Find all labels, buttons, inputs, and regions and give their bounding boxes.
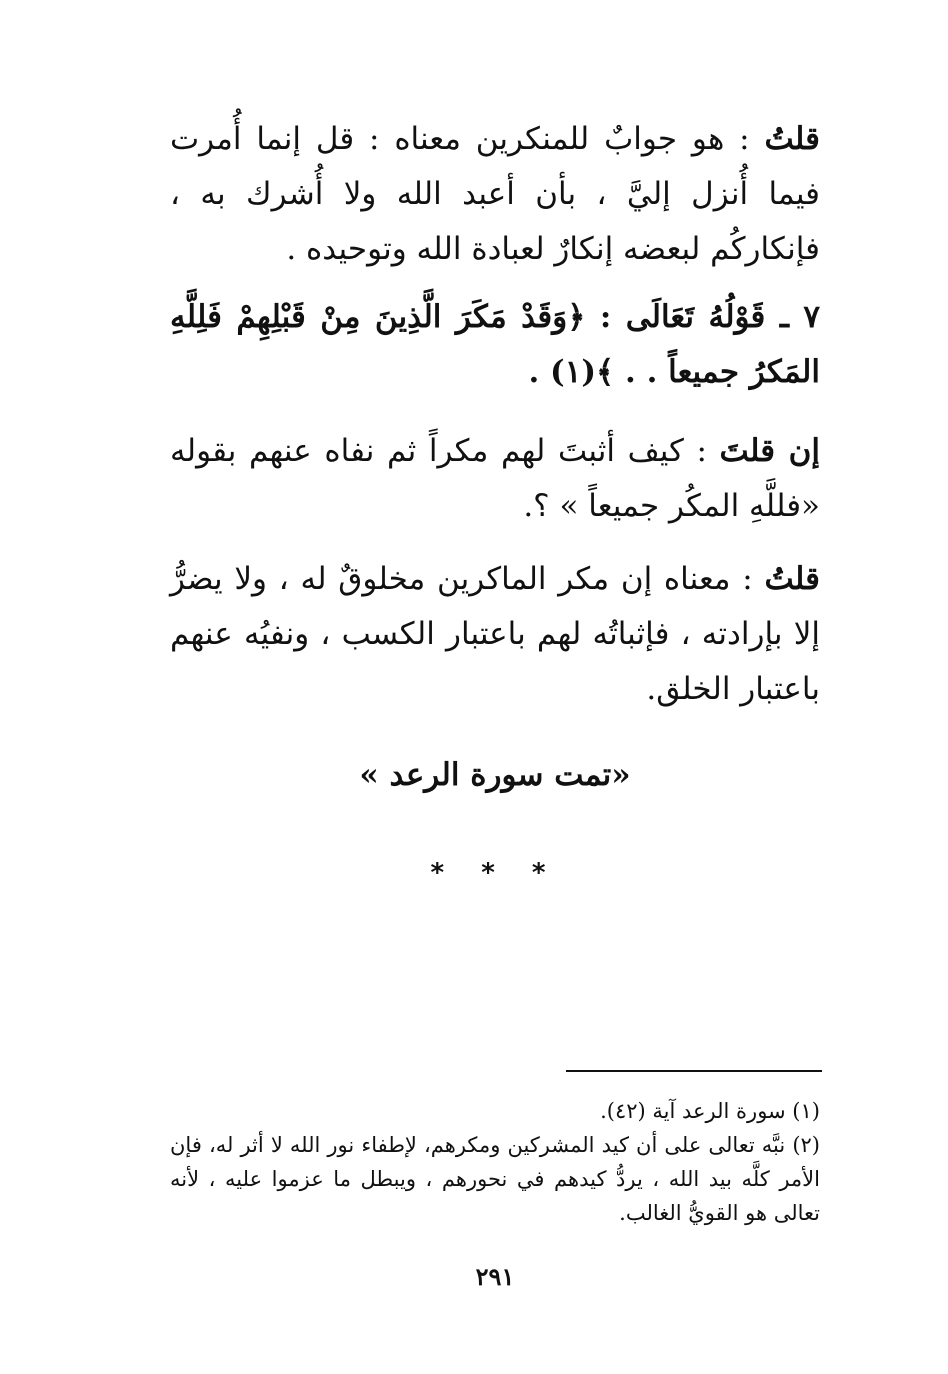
verse-text: ٧ ـ قَوْلُهُ تَعَالَى : ﴿وَقَدْ مَكَرَ الَّذِينَ مِنْ قَبْلِهِمْ فَلِلَّهِ المَكرُ جميعاً . . ﴾(١) . bbox=[170, 299, 820, 390]
section-separator: * * * bbox=[430, 858, 560, 888]
verse-paragraph bbox=[170, 290, 820, 400]
paragraph-lead: قلتُ bbox=[764, 561, 820, 597]
footnotes bbox=[170, 1094, 820, 1230]
page-number: ٢٩١ bbox=[475, 1262, 515, 1291]
paragraph-body: : هو جوابٌ للمنكرين معناه : قل إنما أُمرت فيما أُنزل إليَّ ، بأن أعبد الله ولا أُشرك به ، فإنكاركُم لبعضه إنكارٌ لعبادة الله وتوحيده . bbox=[170, 121, 820, 267]
paragraph-answer-2 bbox=[170, 552, 820, 717]
footnote-divider bbox=[566, 1070, 822, 1072]
footnote-1: (١) سورة الرعد آية (٤٢). bbox=[600, 1099, 820, 1123]
paragraph-lead: إن قلتَ bbox=[719, 433, 820, 469]
paragraph-answer-1 bbox=[170, 112, 820, 277]
footnote-2: (٢) نبَّه تعالى على أن كيد المشركين ومكرهم، لإطفاء نور الله لا أثر له، فإن الأمر كلَّه بيد الله ، يردُّ كيدهم في نحورهم ، ويبطل ما عزموا عليه ، لأنه تعالى هو القويُّ الغالب. bbox=[170, 1133, 820, 1225]
paragraph-body: : كيف أثبتَ لهم مكراً ثم نفاه عنهم بقوله «فللَّهِ المكُر جميعاً » ؟. bbox=[170, 433, 820, 524]
paragraph-question bbox=[170, 424, 820, 534]
surah-closing-heading: «تمت سورة الرعد » bbox=[359, 757, 631, 793]
paragraph-lead: قلتُ bbox=[764, 121, 820, 157]
paragraph-body: : معناه إن مكر الماكرين مخلوقٌ له ، ولا يضرُّ إلا بإرادته ، فإثباتُه لهم باعتبار الكسب ، ونفيُه عنهم باعتبار الخلق. bbox=[170, 561, 820, 707]
